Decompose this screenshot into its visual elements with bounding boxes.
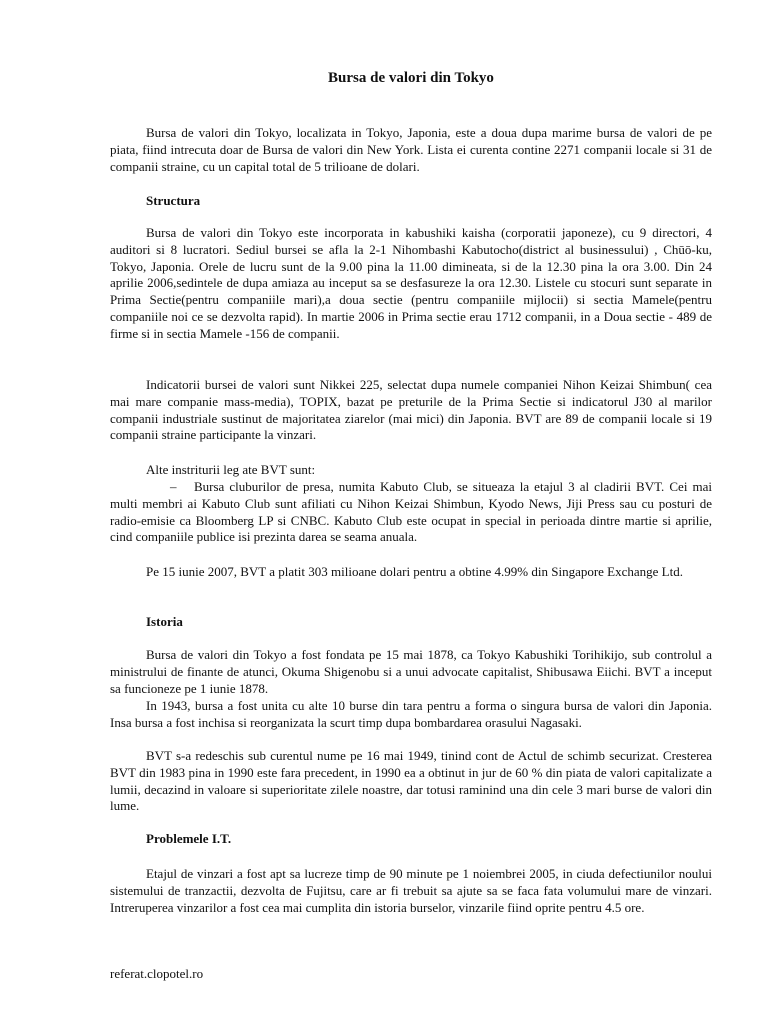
structura-paragraph-4: Pe 15 iunie 2007, BVT a platit 303 milioane dolari pentru a obtine 4.99% din Singapore Exchange Ltd.: [146, 564, 683, 579]
bullet-text: Bursa cluburilor de presa, numita Kabuto Club, se situeaza la etajul 3 al cladirii BVT. Cei mai multi membri ai Kabuto Club sunt afiliati cu Nihon Keizai Shimbun, Kyodo News, Jiji Press sau cu posturi de radio-emisie ca Bloomberg LP si CNBC. Kabuto Club este ocupat in special in perioada dintre martie si aprilie, cind companiile publice isi prezinta darea se seama anuala.: [110, 479, 712, 545]
heading-structura: Structura: [146, 193, 201, 208]
document-title: Bursa de valori din Tokyo: [328, 70, 494, 86]
istoria-paragraph-2: In 1943, bursa a fost unita cu alte 10 burse din tara pentru a forma o singura bursa de valori din Japonia. Insa bursa a fost inchisa si reorganizata la scurt timp dupa bombardarea orasului Nagasaki.: [110, 698, 712, 730]
footer-source: referat.clopotel.ro: [110, 966, 204, 981]
heading-istoria: Istoria: [146, 614, 183, 629]
probleme-paragraph-1: Etajul de vinzari a fost apt sa lucreze timp de 90 minute pe 1 noiembrei 2005, in ciuda defectiunilor noului sistemului de tranzactii, dezvolta de Fujitsu, care ar fi trebuit sa ajute sa se faca fata volumului mare de vinzari. Intreruperea vinzarilor a fost cea mai cumplita din istoria burselor, vinzarile fiind oprite pentru 4.5 ore.: [110, 866, 712, 915]
istoria-paragraph-3: BVT s-a redeschis sub curentul nume pe 16 mai 1949, tinind cont de Actul de schimb securizat. Cresterea BVT din 1983 pina in 1990 este fara precedent, in 1990 ea a obtinut in jur de 60 % din piata de valori capitalizate a lumii, decazind in valoare si superioritate zilele noastre, dar totusi raminind una din cele 3 mari burse de valori din lume.: [110, 748, 712, 814]
structura-paragraph-1: Bursa de valori din Tokyo este incorporata in kabushiki kaisha (corporatii japoneze), cu 9 directori, 4 auditori si 8 lucratori. Sediul bursei se afla la 2-1 Nihombashi Kabutocho(district al businessului) , Chūō-ku, Tokyo, Japonia. Orele de lucru sunt de la 9.00 pina la 11.00 dimineata, si de la 12.30 pina la ora 3.00. Din 24 aprilie 2006,sedintele de dupa amiaza au inceput sa se desfasureze la ora 12.30. Listele cu stocuri sunt separate in Prima Sectie(pentru companiile mari),a doua sectie (pentru companiile mijlocii) si sectia Mamele(pentru companiile noi ce se dezvolta rapid). In martie 2006 in Prima sectie erau 1712 companii, in a Doua sectie - 489 de firme si in sectia Mamele -156 de companii.: [110, 225, 712, 341]
list-item: [110, 479, 712, 546]
structura-paragraph-2: Indicatorii bursei de valori sunt Nikkei 225, selectat dupa numele companiei Nihon Keizai Shimbun( cea mai mare companie mass-media), TOPIX, bazat pe preturile de la Prima Sectie si indicatorul J30 al marilor companii industriale sustinut de majoritatea ziarelor (mai mici) din Japonia. BVT are 89 de companii locale si 19 companii straine participante la vinzari.: [110, 377, 712, 443]
heading-probleme: Problemele I.T.: [146, 831, 232, 846]
bullet-dash: –: [170, 479, 177, 494]
intro-paragraph: Bursa de valori din Tokyo, localizata in Tokyo, Japonia, este a doua dupa marime bursa de valori de pe piata, fiind intrecuta doar de Bursa de valori din New York. Lista ei curenta contine 2271 companii locale si 31 de companii straine, cu un capital total de 5 trilioane de dolari.: [110, 125, 712, 174]
structura-paragraph-3: Alte instriturii leg ate BVT sunt:: [146, 462, 316, 477]
istoria-paragraph-1: Bursa de valori din Tokyo a fost fondata pe 15 mai 1878, ca Tokyo Kabushiki Torihikijo, sub controlul a ministrului de finante de atunci, Okuma Shigenobu si a unui advocate capitalist, Shibusawa Eiichi. BVT a inceput sa funcioneze pe 1 iunie 1878.: [110, 647, 712, 696]
